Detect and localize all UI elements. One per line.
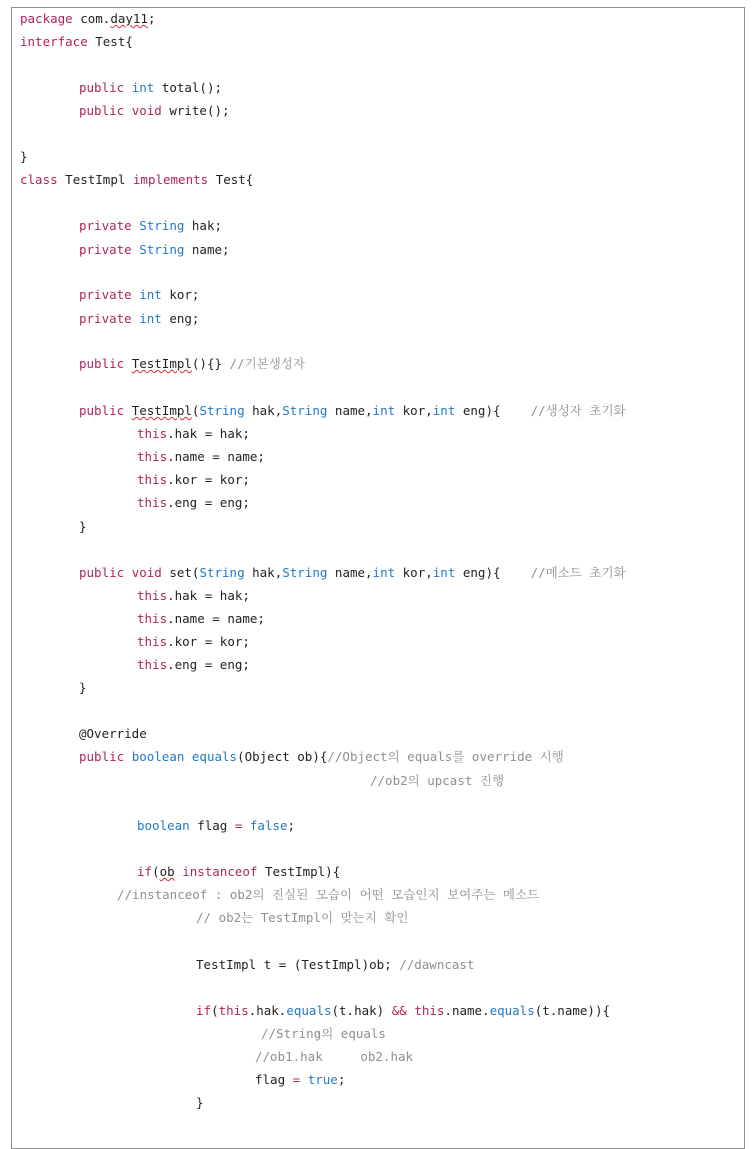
code-line <box>196 955 474 975</box>
code-token: TestImpl <box>57 172 133 187</box>
keyword-token: if <box>137 864 153 879</box>
code-line <box>79 724 147 744</box>
code-line <box>20 170 253 190</box>
code-line <box>137 816 295 836</box>
type-token: int <box>432 565 456 580</box>
code-line <box>79 101 230 121</box>
code-token: ; <box>337 1072 346 1087</box>
code-line <box>79 401 626 421</box>
keyword-token: package <box>20 11 73 26</box>
keyword-token: public <box>79 749 125 764</box>
type-token: equals <box>489 1003 535 1018</box>
code-line <box>137 424 250 444</box>
code-token: .name. <box>444 1003 490 1018</box>
code-token: name, <box>327 565 373 580</box>
code-line <box>79 309 199 329</box>
keyword-token: private <box>79 287 132 302</box>
code-line <box>79 563 626 583</box>
code-token: eng){ <box>455 565 531 580</box>
spellcheck-underlined-token: day11 <box>110 11 148 26</box>
keyword-token: void <box>131 565 162 580</box>
code-token <box>124 565 132 580</box>
spellcheck-underlined-token: TestImpl <box>131 356 192 371</box>
code-token: name, <box>327 403 373 418</box>
code-token: .kor = kor; <box>167 634 250 649</box>
code-line <box>137 655 250 675</box>
comment-token: //기본생성자 <box>229 356 305 371</box>
keyword-token: public <box>79 403 125 418</box>
type-token: equals <box>286 1003 332 1018</box>
code-line <box>196 908 408 928</box>
code-token: eng; <box>161 311 200 326</box>
comment-token: //메소드 초기화 <box>530 565 626 580</box>
code-token: flag <box>255 1072 293 1087</box>
comment-token: //dawncast <box>399 957 475 972</box>
code-line <box>255 1047 413 1067</box>
type-token: String <box>282 565 328 580</box>
keyword-token: public <box>79 80 125 95</box>
keyword-token: public <box>79 356 125 371</box>
comment-token: // ob2는 TestImpl이 맞는지 확인 <box>196 910 409 925</box>
type-token: String <box>282 403 328 418</box>
code-line <box>79 78 222 98</box>
keyword-token: this <box>137 611 168 626</box>
code-line <box>137 447 265 467</box>
spellcheck-underlined-token: TestImpl <box>131 403 192 418</box>
code-token: kor, <box>395 403 433 418</box>
code-token: Test{ <box>87 34 133 49</box>
keyword-token: private <box>79 311 132 326</box>
code-token: ; <box>147 11 156 26</box>
keyword-token: this <box>137 634 168 649</box>
code-token: TestImpl){ <box>257 864 341 879</box>
code-token: (){} <box>191 356 230 371</box>
type-token: int <box>139 287 162 302</box>
code-token: @Override <box>79 726 147 741</box>
code-token: ; <box>287 818 296 833</box>
code-line <box>137 632 250 652</box>
code-line <box>261 1024 386 1044</box>
code-token: ( <box>191 403 200 418</box>
code-token: eng){ <box>455 403 531 418</box>
code-line <box>196 1093 204 1113</box>
keyword-token: this <box>137 657 168 672</box>
keyword-token: && <box>391 1003 407 1018</box>
comment-token: //ob2의 upcast 진행 <box>370 773 505 788</box>
code-token: } <box>196 1095 204 1110</box>
code-token <box>300 1072 308 1087</box>
code-token: total(); <box>154 80 222 95</box>
code-line <box>255 1070 345 1090</box>
keyword-token: this <box>137 472 168 487</box>
code-token: write(); <box>161 103 230 118</box>
code-token: .name = name; <box>167 611 265 626</box>
code-token: hak; <box>184 218 223 233</box>
code-document-frame <box>11 7 745 1149</box>
code-token: kor, <box>395 565 433 580</box>
code-token: set( <box>161 565 200 580</box>
code-token <box>124 749 132 764</box>
code-token: (Object ob){ <box>237 749 328 764</box>
code-line <box>137 609 265 629</box>
code-line <box>370 771 504 791</box>
comment-token: //ob1.hak ob2.hak <box>255 1049 414 1064</box>
code-line <box>79 354 305 374</box>
code-token: ( <box>211 1003 219 1018</box>
keyword-token: this <box>218 1003 249 1018</box>
keyword-token: public <box>79 565 125 580</box>
type-token: boolean <box>131 749 185 764</box>
code-token: flag <box>189 818 235 833</box>
keyword-token: implements <box>132 172 209 187</box>
code-line <box>137 862 340 882</box>
type-token: String <box>199 403 245 418</box>
keyword-token: if <box>196 1003 212 1018</box>
code-line <box>79 216 222 236</box>
code-line <box>196 1001 610 1021</box>
code-token: hak, <box>244 403 283 418</box>
type-token: int <box>372 565 396 580</box>
code-token: ( <box>152 864 160 879</box>
code-token: .eng = eng; <box>167 657 250 672</box>
code-token <box>124 103 132 118</box>
keyword-token: = <box>234 818 243 833</box>
code-line <box>137 470 250 490</box>
code-token: (t.name)){ <box>534 1003 610 1018</box>
keyword-token: this <box>137 495 168 510</box>
code-line <box>79 240 230 260</box>
keyword-token: void <box>131 103 162 118</box>
comment-token: //생성자 초기화 <box>530 403 626 418</box>
code-line <box>20 9 156 29</box>
comment-token: //instanceof : ob2의 진실된 모습이 어떤 모습인지 보여주는 메소드 <box>117 887 540 902</box>
keyword-token: = <box>292 1072 301 1087</box>
code-line <box>20 32 133 52</box>
code-token <box>124 356 132 371</box>
keyword-token: interface <box>20 34 88 49</box>
code-token <box>124 80 132 95</box>
type-token: boolean <box>137 818 190 833</box>
code-line <box>137 493 250 513</box>
keyword-token: private <box>79 218 132 233</box>
code-token: .kor = kor; <box>167 472 250 487</box>
type-token: false <box>249 818 288 833</box>
code-token: .eng = eng; <box>167 495 250 510</box>
type-token: int <box>372 403 396 418</box>
type-token: int <box>131 80 155 95</box>
keyword-token: this <box>137 449 168 464</box>
code-line <box>79 747 564 767</box>
code-line <box>20 147 28 167</box>
code-line <box>79 517 87 537</box>
type-token: String <box>139 242 185 257</box>
code-token: .name = name; <box>167 449 265 464</box>
code-token: } <box>79 519 87 534</box>
code-token: Test{ <box>208 172 254 187</box>
code-token: TestImpl t = (TestImpl)ob; <box>196 957 400 972</box>
code-line <box>79 678 87 698</box>
comment-token: //Object의 equals를 override 시행 <box>327 749 564 764</box>
code-token: kor; <box>161 287 200 302</box>
comment-token: //String의 equals <box>261 1026 386 1041</box>
code-token: .hak. <box>248 1003 287 1018</box>
keyword-token: class <box>20 172 58 187</box>
spellcheck-underlined-token: ob <box>159 864 175 879</box>
code-token: (t.hak) <box>331 1003 392 1018</box>
code-token: hak, <box>244 565 283 580</box>
code-line <box>137 586 250 606</box>
type-token: String <box>139 218 185 233</box>
keyword-token: instanceof <box>182 864 258 879</box>
code-token <box>184 749 192 764</box>
keyword-token: private <box>79 242 132 257</box>
keyword-token: this <box>137 588 168 603</box>
code-token: } <box>79 680 87 695</box>
code-token: .hak = hak; <box>167 426 250 441</box>
keyword-token: this <box>137 426 168 441</box>
code-line <box>117 885 539 905</box>
type-token: int <box>432 403 456 418</box>
code-token <box>124 403 132 418</box>
type-token: int <box>139 311 162 326</box>
type-token: equals <box>191 749 238 764</box>
code-token: } <box>20 149 28 164</box>
keyword-token: this <box>414 1003 445 1018</box>
type-token: true <box>307 1072 338 1087</box>
type-token: String <box>199 565 245 580</box>
code-line <box>79 285 199 305</box>
code-token: name; <box>184 242 230 257</box>
code-token <box>242 818 250 833</box>
keyword-token: public <box>79 103 125 118</box>
code-token: com. <box>72 11 111 26</box>
code-token: .hak = hak; <box>167 588 250 603</box>
